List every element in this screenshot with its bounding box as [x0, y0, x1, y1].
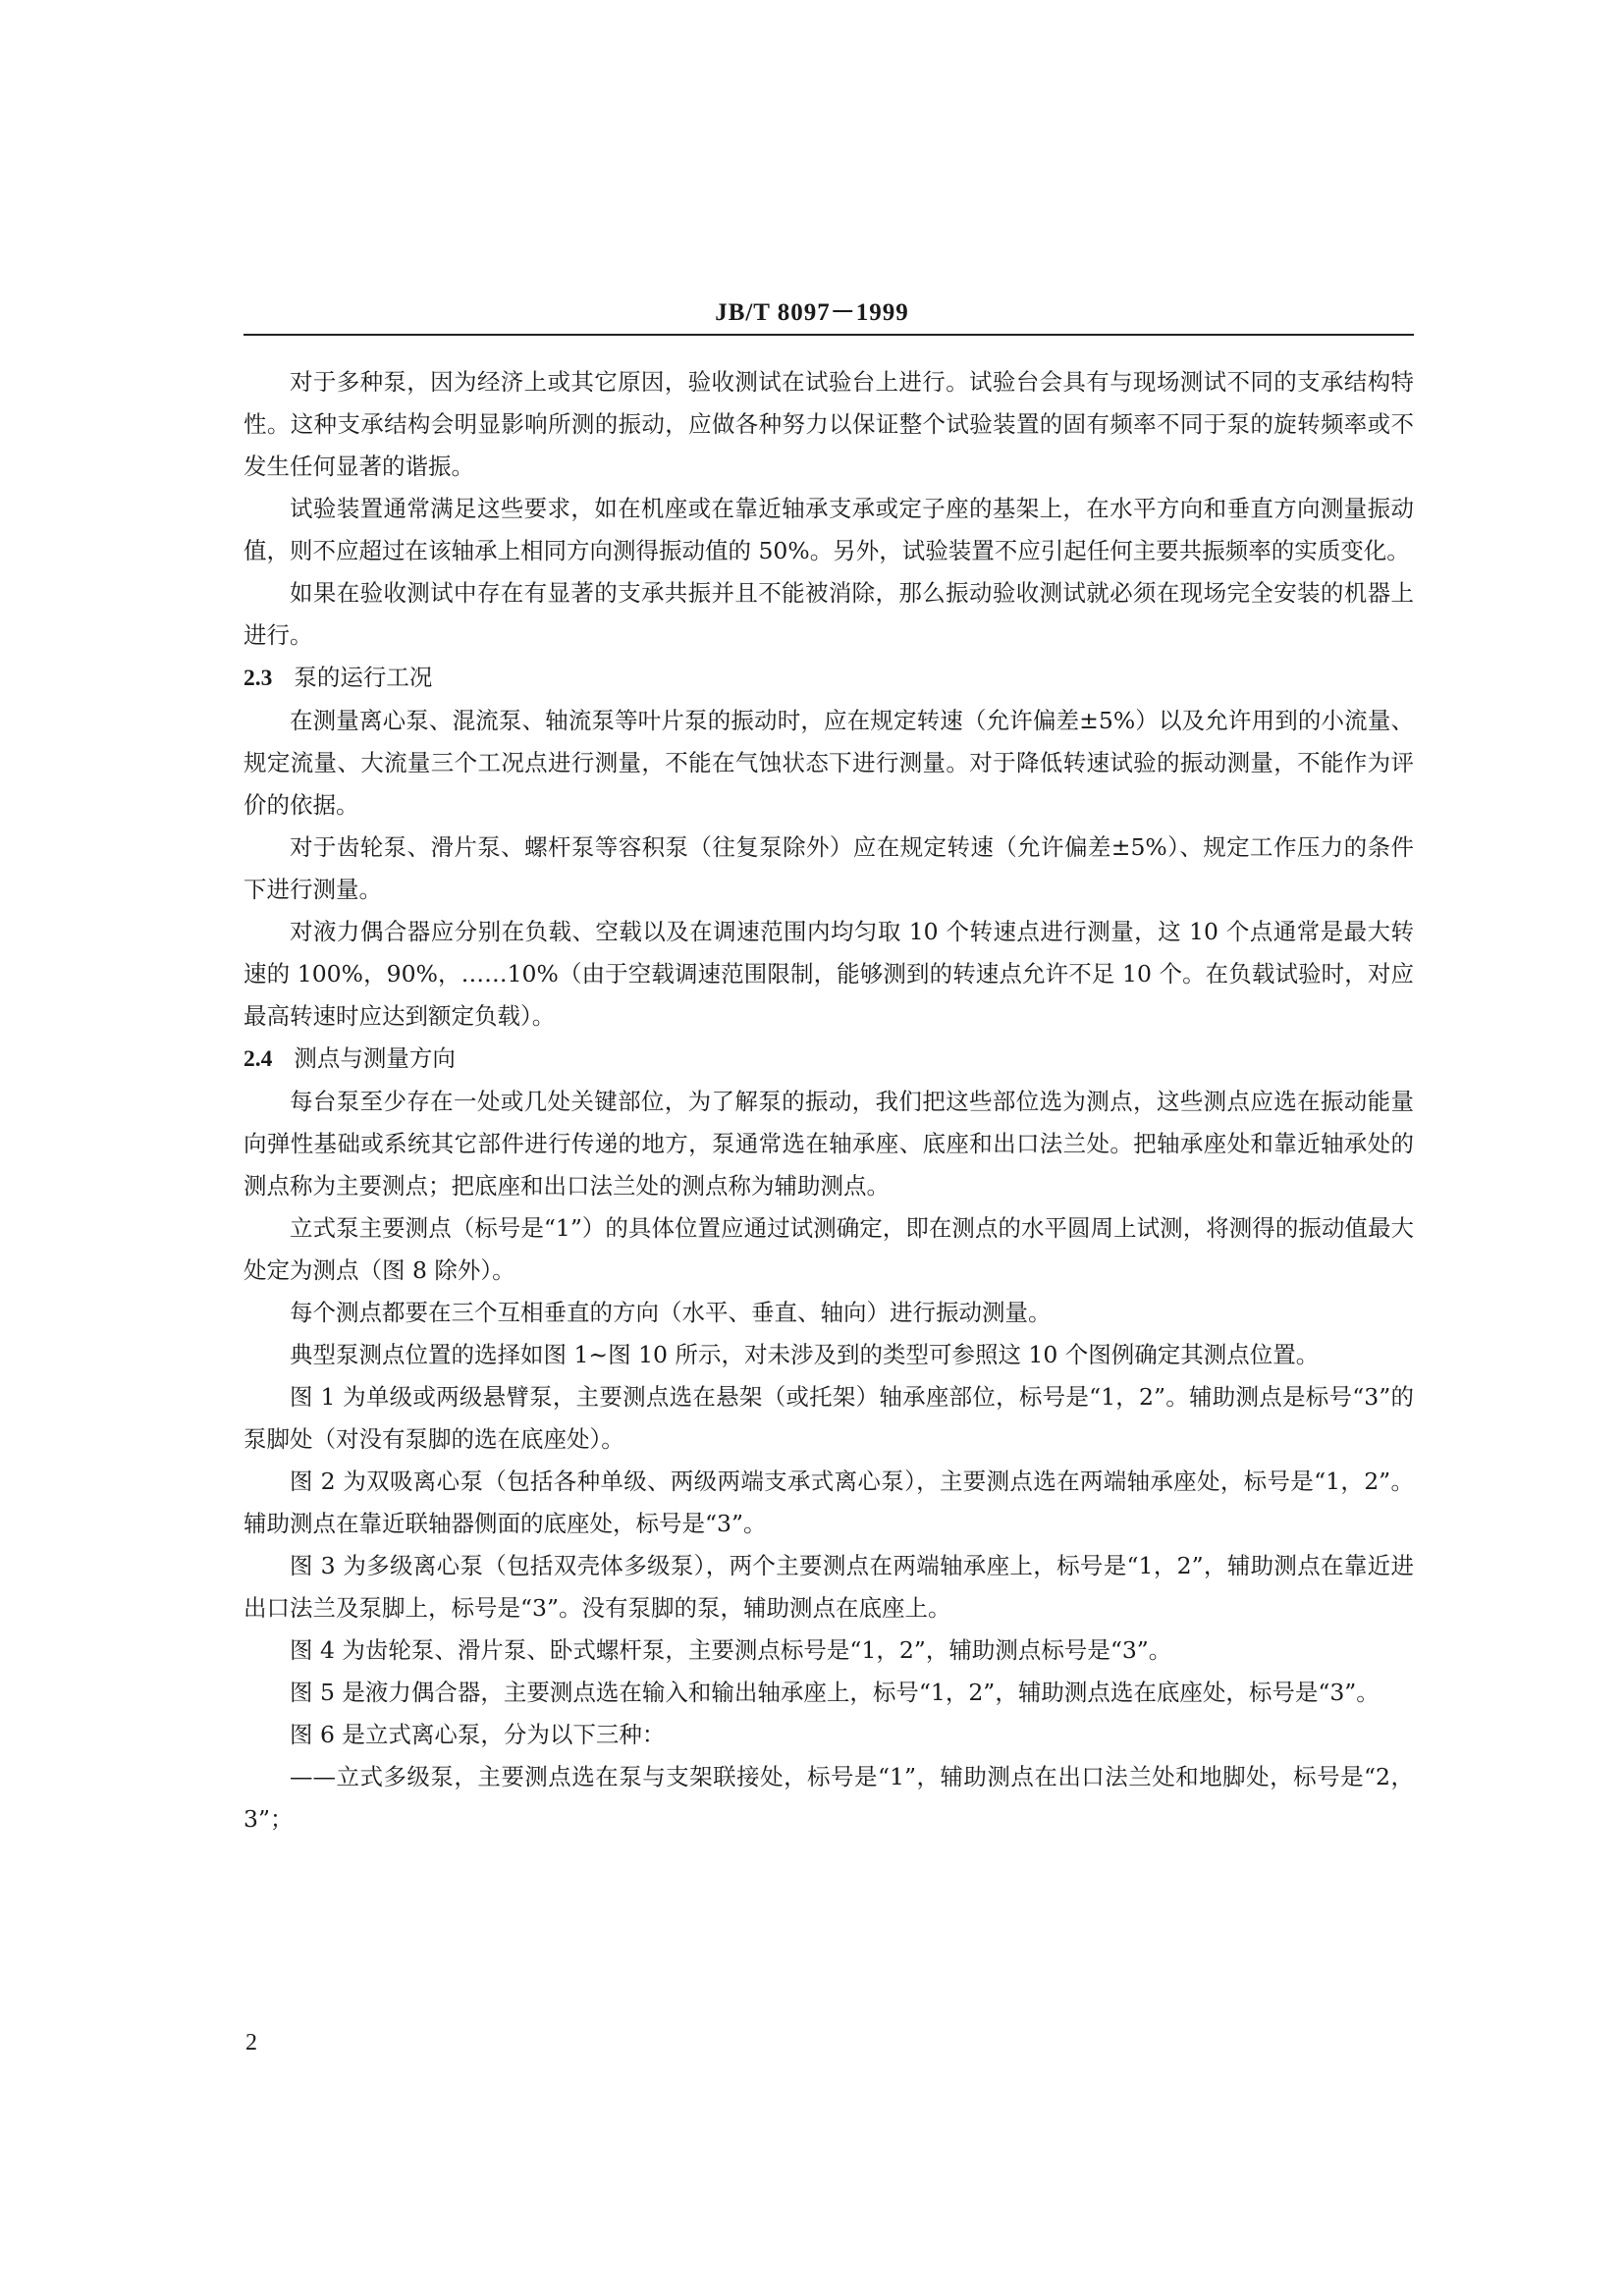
paragraph: 在测量离心泵、混流泵、轴流泵等叶片泵的振动时，应在规定转速（允许偏差±5%）以及允许用到的小流量、规定流量、大流量三个工况点进行测量，不能在气蚀状态下进行测量。对于降低转速试验的振动测量，不能作为评价的依据。 — [244, 707, 1414, 819]
section-number: 2.4 — [244, 1046, 273, 1072]
paragraph: 对液力偶合器应分别在负载、空载以及在调速范围内均匀取 10 个转速点进行测量，这 10 个点通常是最大转速的 100%，90%，……10%（由于空载调速范围限制，能够测到的转速点允许不足 10 个。在负载试验时，对应最高转速时应达到额定负载）。 — [244, 918, 1414, 1030]
paragraph: 图 6 是立式离心泵，分为以下三种： — [290, 1721, 666, 1748]
paragraph: 如果在验收测试中存在有显著的支承共振并且不能被消除，那么振动验收测试就必须在现场完全安装的机器上进行。 — [244, 579, 1414, 649]
section-title: 测点与测量方向 — [294, 1044, 456, 1072]
section-heading-2-3 — [244, 657, 1414, 700]
paragraph: 每个测点都要在三个互相垂直的方向（水平、垂直、轴向）进行振动测量。 — [290, 1299, 1052, 1326]
paragraph: 图 1 为单级或两级悬臂泵，主要测点选在悬架（或托架）轴承座部位，标号是“1，2”。辅助测点是标号“3”的泵脚处（对没有泵脚的选在底座处）。 — [244, 1383, 1414, 1453]
paragraph: ——立式多级泵，主要测点选在泵与支架联接处，标号是“1”，辅助测点在出口法兰处和地脚处，标号是“2，3”； — [244, 1763, 1414, 1833]
paragraph: 图 5 是液力偶合器，主要测点选在输入和输出轴承座上，标号“1，2”，辅助测点选在底座处，标号是“3”。 — [290, 1679, 1380, 1706]
paragraph: 每台泵至少存在一处或几处关键部位，为了解泵的振动，我们把这些部位选为测点，这些测点应选在振动能量向弹性基础或系统其它部件进行传递的地方，泵通常选在轴承座、底座和出口法兰处。把轴承座处和靠近轴承处的测点称为主要测点；把底座和出口法兰处的测点称为辅助测点。 — [244, 1088, 1414, 1200]
section-title: 泵的运行工况 — [294, 664, 433, 691]
section-number: 2.3 — [244, 666, 273, 691]
paragraph: 试验装置通常满足这些要求，如在机座或在靠近轴承支承或定子座的基架上，在水平方向和垂直方向测量振动值，则不应超过在该轴承上相同方向测得振动值的 50%。另外，试验装置不应引起任何主要共振频率的实质变化。 — [244, 495, 1414, 564]
header-rule — [244, 334, 1414, 336]
paragraph: 立式泵主要测点（标号是“1”）的具体位置应通过试测确定，即在测点的水平圆周上试测，将测得的振动值最大处定为测点（图 8 除外）。 — [244, 1214, 1414, 1284]
paragraph: 图 2 为双吸离心泵（包括各种单级、两级两端支承式离心泵），主要测点选在两端轴承座处，标号是“1，2”。辅助测点在靠近联轴器侧面的底座处，标号是“3”。 — [244, 1468, 1414, 1537]
document-header: JB/T 8097－1999 — [715, 299, 909, 326]
paragraph: 对于齿轮泵、滑片泵、螺杆泵等容积泵（往复泵除外）应在规定转速（允许偏差±5%）、规定工作压力的条件下进行测量。 — [244, 833, 1414, 903]
page-content — [244, 361, 1414, 1841]
page-number: 2 — [245, 2030, 257, 2056]
paragraph: 典型泵测点位置的选择如图 1~图 10 所示，对未涉及到的类型可参照这 10 个图例确定其测点位置。 — [290, 1341, 1320, 1368]
paragraph: 对于多种泵，因为经济上或其它原因，验收测试在试验台上进行。试验台会具有与现场测试不同的支承结构特性。这种支承结构会明显影响所测的振动，应做各种努力以保证整个试验装置的固有频率不同于泵的旋转频率或不发生任何显著的谐振。 — [244, 368, 1414, 480]
paragraph: 图 4 为齿轮泵、滑片泵、卧式螺杆泵，主要测点标号是“1，2”，辅助测点标号是“3”。 — [290, 1636, 1172, 1664]
section-heading-2-4 — [244, 1038, 1414, 1081]
paragraph: 图 3 为多级离心泵（包括双壳体多级泵），两个主要测点在两端轴承座上，标号是“1，2”，辅助测点在靠近进出口法兰及泵脚上，标号是“3”。没有泵脚的泵，辅助测点在底座上。 — [244, 1552, 1414, 1622]
